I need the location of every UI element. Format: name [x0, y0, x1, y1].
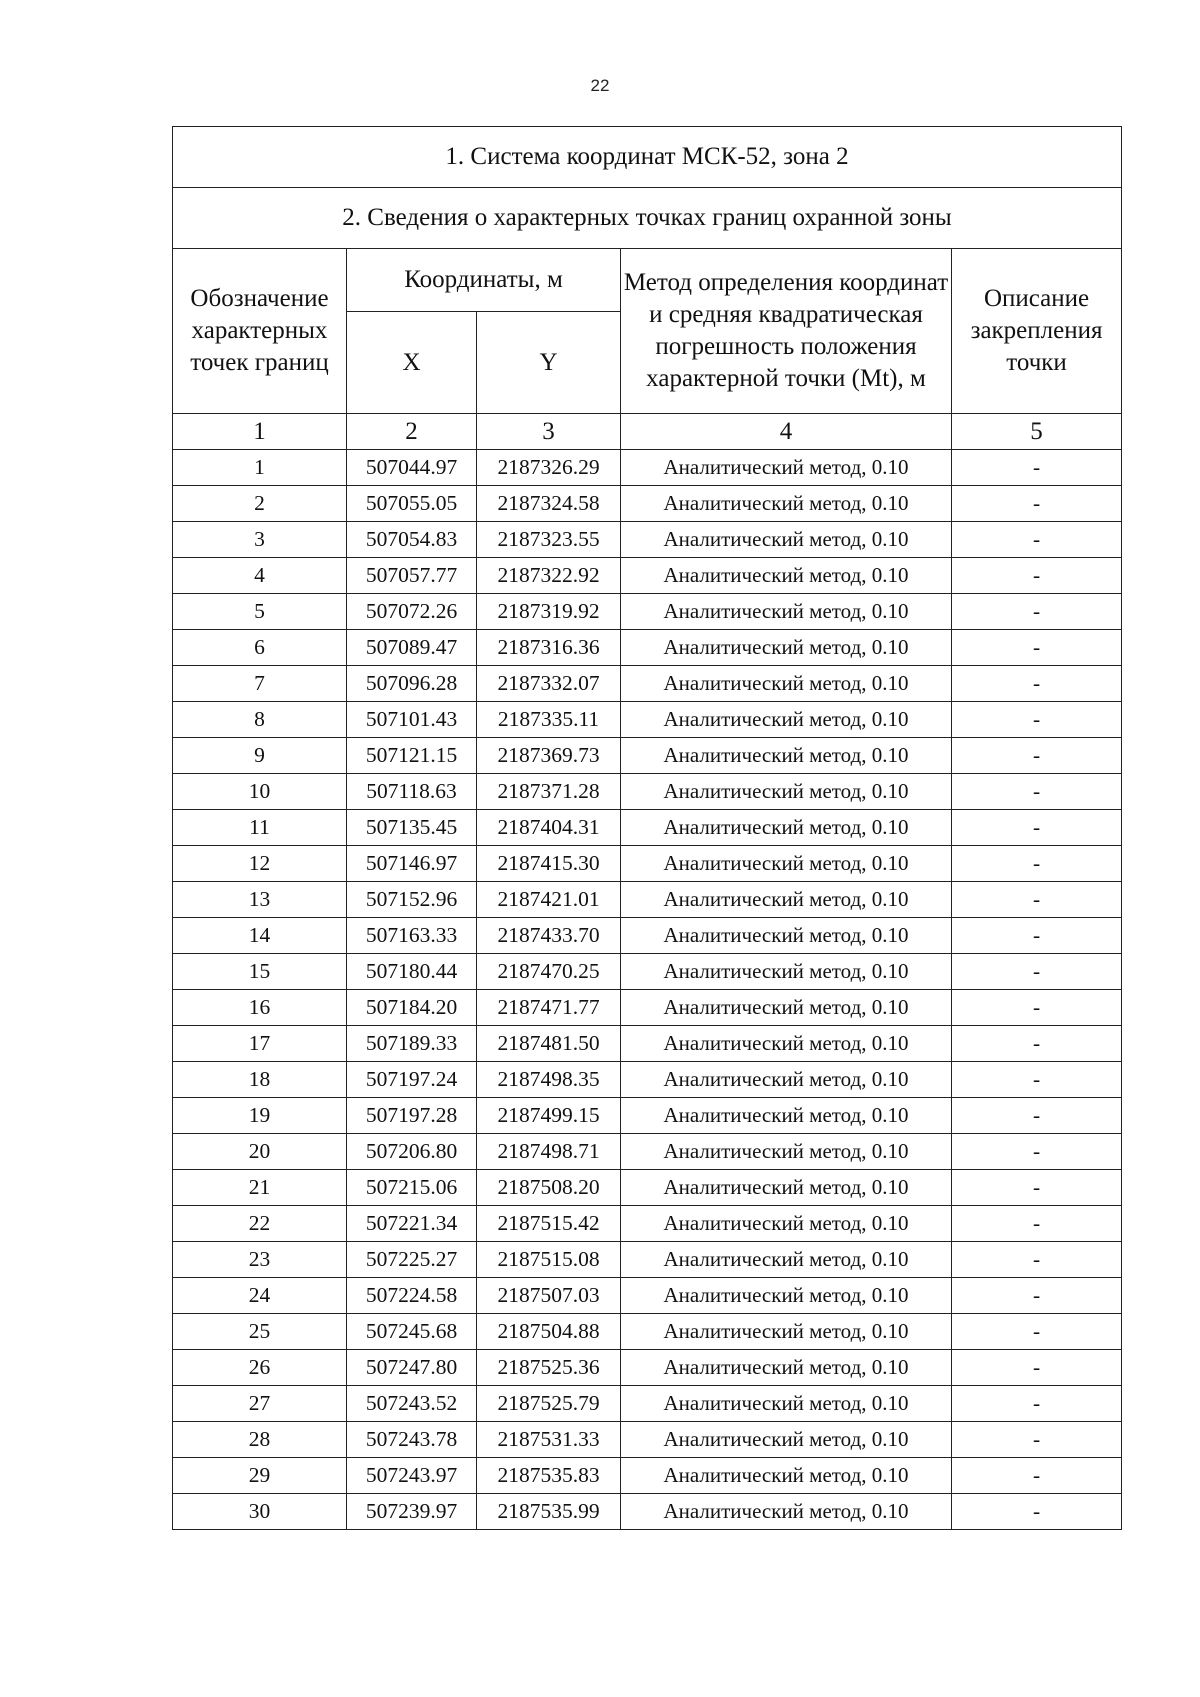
table-row: [173, 954, 1122, 990]
x-coordinate-cell: 507197.24: [347, 1062, 477, 1098]
table-row: [173, 738, 1122, 774]
x-coordinate-cell: 507197.28: [347, 1098, 477, 1134]
method-cell: Аналитический метод, 0.10: [621, 882, 952, 918]
y-coordinate-cell: 2187322.92: [477, 558, 621, 594]
description-cell: -: [952, 990, 1122, 1026]
point-number-cell: 7: [173, 666, 347, 702]
table-row: [173, 1278, 1122, 1314]
coordinate-system-title: 1. Система координат МСК-52, зона 2: [173, 127, 1122, 188]
y-coordinate-cell: 2187433.70: [477, 918, 621, 954]
column-numbers-row: [173, 414, 1122, 450]
y-coordinate-cell: 2187515.08: [477, 1242, 621, 1278]
point-number-cell: 14: [173, 918, 347, 954]
method-cell: Аналитический метод, 0.10: [621, 1098, 952, 1134]
x-coordinate-cell: 507146.97: [347, 846, 477, 882]
table-row: [173, 522, 1122, 558]
point-number-cell: 19: [173, 1098, 347, 1134]
y-coordinate-cell: 2187316.36: [477, 630, 621, 666]
point-number-cell: 3: [173, 522, 347, 558]
y-coordinate-cell: 2187332.07: [477, 666, 621, 702]
header-row-top: [173, 249, 1122, 312]
x-coordinate-cell: 507221.34: [347, 1206, 477, 1242]
description-cell: -: [952, 558, 1122, 594]
description-cell: -: [952, 882, 1122, 918]
point-number-cell: 15: [173, 954, 347, 990]
description-cell: -: [952, 1242, 1122, 1278]
point-number-cell: 21: [173, 1170, 347, 1206]
header-coordinates: Координаты, м: [347, 249, 621, 312]
table-row: [173, 1350, 1122, 1386]
description-cell: -: [952, 594, 1122, 630]
x-coordinate-cell: 507243.78: [347, 1422, 477, 1458]
table-row: [173, 1242, 1122, 1278]
y-coordinate-cell: 2187470.25: [477, 954, 621, 990]
y-coordinate-cell: 2187404.31: [477, 810, 621, 846]
table-row: [173, 1026, 1122, 1062]
y-coordinate-cell: 2187326.29: [477, 450, 621, 486]
table-row: [173, 486, 1122, 522]
y-coordinate-cell: 2187481.50: [477, 1026, 621, 1062]
method-cell: Аналитический метод, 0.10: [621, 1026, 952, 1062]
description-cell: -: [952, 1422, 1122, 1458]
y-coordinate-cell: 2187515.42: [477, 1206, 621, 1242]
point-number-cell: 26: [173, 1350, 347, 1386]
description-cell: -: [952, 1170, 1122, 1206]
method-cell: Аналитический метод, 0.10: [621, 954, 952, 990]
column-number: 3: [477, 414, 621, 450]
description-cell: -: [952, 1098, 1122, 1134]
y-coordinate-cell: 2187319.92: [477, 594, 621, 630]
method-cell: Аналитический метод, 0.10: [621, 486, 952, 522]
table-row: [173, 630, 1122, 666]
method-cell: Аналитический метод, 0.10: [621, 522, 952, 558]
point-number-cell: 17: [173, 1026, 347, 1062]
table-row: [173, 882, 1122, 918]
method-cell: Аналитический метод, 0.10: [621, 1386, 952, 1422]
method-cell: Аналитический метод, 0.10: [621, 738, 952, 774]
method-cell: Аналитический метод, 0.10: [621, 1494, 952, 1530]
x-coordinate-cell: 507184.20: [347, 990, 477, 1026]
description-cell: -: [952, 918, 1122, 954]
point-number-cell: 11: [173, 810, 347, 846]
description-cell: -: [952, 1350, 1122, 1386]
y-coordinate-cell: 2187499.15: [477, 1098, 621, 1134]
y-coordinate-cell: 2187507.03: [477, 1278, 621, 1314]
method-cell: Аналитический метод, 0.10: [621, 1278, 952, 1314]
description-cell: -: [952, 1206, 1122, 1242]
y-coordinate-cell: 2187535.83: [477, 1458, 621, 1494]
point-number-cell: 6: [173, 630, 347, 666]
x-coordinate-cell: 507118.63: [347, 774, 477, 810]
y-coordinate-cell: 2187471.77: [477, 990, 621, 1026]
header-x: X: [347, 312, 477, 414]
x-coordinate-cell: 507072.26: [347, 594, 477, 630]
y-coordinate-cell: 2187504.88: [477, 1314, 621, 1350]
method-cell: Аналитический метод, 0.10: [621, 702, 952, 738]
point-number-cell: 1: [173, 450, 347, 486]
x-coordinate-cell: 507101.43: [347, 702, 477, 738]
header-method: Метод определения координат и средняя квадратическая погрешность положения характерной точки (Mt), м: [621, 249, 952, 414]
description-cell: -: [952, 450, 1122, 486]
description-cell: -: [952, 1314, 1122, 1350]
coordinates-table: [172, 126, 1122, 1530]
x-coordinate-cell: 507180.44: [347, 954, 477, 990]
x-coordinate-cell: 507152.96: [347, 882, 477, 918]
description-cell: -: [952, 1026, 1122, 1062]
table-row: [173, 1314, 1122, 1350]
point-number-cell: 24: [173, 1278, 347, 1314]
point-number-cell: 5: [173, 594, 347, 630]
table-row: [173, 810, 1122, 846]
table-row: [173, 702, 1122, 738]
y-coordinate-cell: 2187415.30: [477, 846, 621, 882]
table-row: [173, 1062, 1122, 1098]
point-number-cell: 30: [173, 1494, 347, 1530]
y-coordinate-cell: 2187421.01: [477, 882, 621, 918]
column-number: 1: [173, 414, 347, 450]
point-number-cell: 27: [173, 1386, 347, 1422]
column-number: 4: [621, 414, 952, 450]
table-row: [173, 666, 1122, 702]
point-number-cell: 12: [173, 846, 347, 882]
table-row: [173, 1422, 1122, 1458]
point-number-cell: 9: [173, 738, 347, 774]
point-number-cell: 20: [173, 1134, 347, 1170]
y-coordinate-cell: 2187335.11: [477, 702, 621, 738]
description-cell: -: [952, 846, 1122, 882]
point-number-cell: 18: [173, 1062, 347, 1098]
method-cell: Аналитический метод, 0.10: [621, 450, 952, 486]
table-row: [173, 1098, 1122, 1134]
point-number-cell: 8: [173, 702, 347, 738]
x-coordinate-cell: 507206.80: [347, 1134, 477, 1170]
table-row: [173, 450, 1122, 486]
point-number-cell: 25: [173, 1314, 347, 1350]
description-cell: -: [952, 1134, 1122, 1170]
points-info-row: [173, 188, 1122, 249]
header-description: Описание закрепления точки: [952, 249, 1122, 414]
method-cell: Аналитический метод, 0.10: [621, 1062, 952, 1098]
coordinate-system-row: [173, 127, 1122, 188]
x-coordinate-cell: 507135.45: [347, 810, 477, 846]
y-coordinate-cell: 2187323.55: [477, 522, 621, 558]
description-cell: -: [952, 1386, 1122, 1422]
method-cell: Аналитический метод, 0.10: [621, 666, 952, 702]
x-coordinate-cell: 507096.28: [347, 666, 477, 702]
point-number-cell: 4: [173, 558, 347, 594]
method-cell: Аналитический метод, 0.10: [621, 990, 952, 1026]
y-coordinate-cell: 2187508.20: [477, 1170, 621, 1206]
method-cell: Аналитический метод, 0.10: [621, 558, 952, 594]
x-coordinate-cell: 507215.06: [347, 1170, 477, 1206]
description-cell: -: [952, 1494, 1122, 1530]
table-row: [173, 1134, 1122, 1170]
y-coordinate-cell: 2187531.33: [477, 1422, 621, 1458]
header-y: Y: [477, 312, 621, 414]
point-number-cell: 29: [173, 1458, 347, 1494]
header-designation: Обозначение характерных точек границ: [173, 249, 347, 414]
x-coordinate-cell: 507243.52: [347, 1386, 477, 1422]
point-number-cell: 22: [173, 1206, 347, 1242]
y-coordinate-cell: 2187371.28: [477, 774, 621, 810]
point-number-cell: 23: [173, 1242, 347, 1278]
y-coordinate-cell: 2187369.73: [477, 738, 621, 774]
table-row: [173, 1386, 1122, 1422]
method-cell: Аналитический метод, 0.10: [621, 1458, 952, 1494]
method-cell: Аналитический метод, 0.10: [621, 1170, 952, 1206]
description-cell: -: [952, 702, 1122, 738]
method-cell: Аналитический метод, 0.10: [621, 1242, 952, 1278]
description-cell: -: [952, 810, 1122, 846]
table-row: [173, 990, 1122, 1026]
y-coordinate-cell: 2187324.58: [477, 486, 621, 522]
page-number: 22: [590, 76, 610, 95]
points-info-title: 2. Сведения о характерных точках границ охранной зоны: [173, 188, 1122, 249]
method-cell: Аналитический метод, 0.10: [621, 1206, 952, 1242]
description-cell: -: [952, 954, 1122, 990]
description-cell: -: [952, 1062, 1122, 1098]
description-cell: -: [952, 738, 1122, 774]
table-row: [173, 558, 1122, 594]
method-cell: Аналитический метод, 0.10: [621, 846, 952, 882]
x-coordinate-cell: 507247.80: [347, 1350, 477, 1386]
method-cell: Аналитический метод, 0.10: [621, 1134, 952, 1170]
method-cell: Аналитический метод, 0.10: [621, 630, 952, 666]
x-coordinate-cell: 507243.97: [347, 1458, 477, 1494]
x-coordinate-cell: 507225.27: [347, 1242, 477, 1278]
point-number-cell: 2: [173, 486, 347, 522]
description-cell: -: [952, 666, 1122, 702]
column-number: 2: [347, 414, 477, 450]
method-cell: Аналитический метод, 0.10: [621, 774, 952, 810]
table-row: [173, 594, 1122, 630]
y-coordinate-cell: 2187498.35: [477, 1062, 621, 1098]
table-row: [173, 1494, 1122, 1530]
x-coordinate-cell: 507163.33: [347, 918, 477, 954]
table-row: [173, 918, 1122, 954]
point-number-cell: 13: [173, 882, 347, 918]
point-number-cell: 10: [173, 774, 347, 810]
y-coordinate-cell: 2187525.36: [477, 1350, 621, 1386]
method-cell: Аналитический метод, 0.10: [621, 1350, 952, 1386]
table-row: [173, 774, 1122, 810]
description-cell: -: [952, 1458, 1122, 1494]
table-row: [173, 846, 1122, 882]
table-row: [173, 1206, 1122, 1242]
point-number-cell: 28: [173, 1422, 347, 1458]
table-row: [173, 1458, 1122, 1494]
x-coordinate-cell: 507054.83: [347, 522, 477, 558]
x-coordinate-cell: 507057.77: [347, 558, 477, 594]
x-coordinate-cell: 507121.15: [347, 738, 477, 774]
method-cell: Аналитический метод, 0.10: [621, 810, 952, 846]
x-coordinate-cell: 507089.47: [347, 630, 477, 666]
description-cell: -: [952, 486, 1122, 522]
point-number-cell: 16: [173, 990, 347, 1026]
method-cell: Аналитический метод, 0.10: [621, 594, 952, 630]
x-coordinate-cell: 507189.33: [347, 1026, 477, 1062]
x-coordinate-cell: 507239.97: [347, 1494, 477, 1530]
description-cell: -: [952, 630, 1122, 666]
method-cell: Аналитический метод, 0.10: [621, 918, 952, 954]
y-coordinate-cell: 2187498.71: [477, 1134, 621, 1170]
x-coordinate-cell: 507224.58: [347, 1278, 477, 1314]
table-row: [173, 1170, 1122, 1206]
description-cell: -: [952, 1278, 1122, 1314]
description-cell: -: [952, 522, 1122, 558]
x-coordinate-cell: 507055.05: [347, 486, 477, 522]
x-coordinate-cell: 507245.68: [347, 1314, 477, 1350]
method-cell: Аналитический метод, 0.10: [621, 1314, 952, 1350]
description-cell: -: [952, 774, 1122, 810]
y-coordinate-cell: 2187525.79: [477, 1386, 621, 1422]
x-coordinate-cell: 507044.97: [347, 450, 477, 486]
y-coordinate-cell: 2187535.99: [477, 1494, 621, 1530]
column-number: 5: [952, 414, 1122, 450]
method-cell: Аналитический метод, 0.10: [621, 1422, 952, 1458]
